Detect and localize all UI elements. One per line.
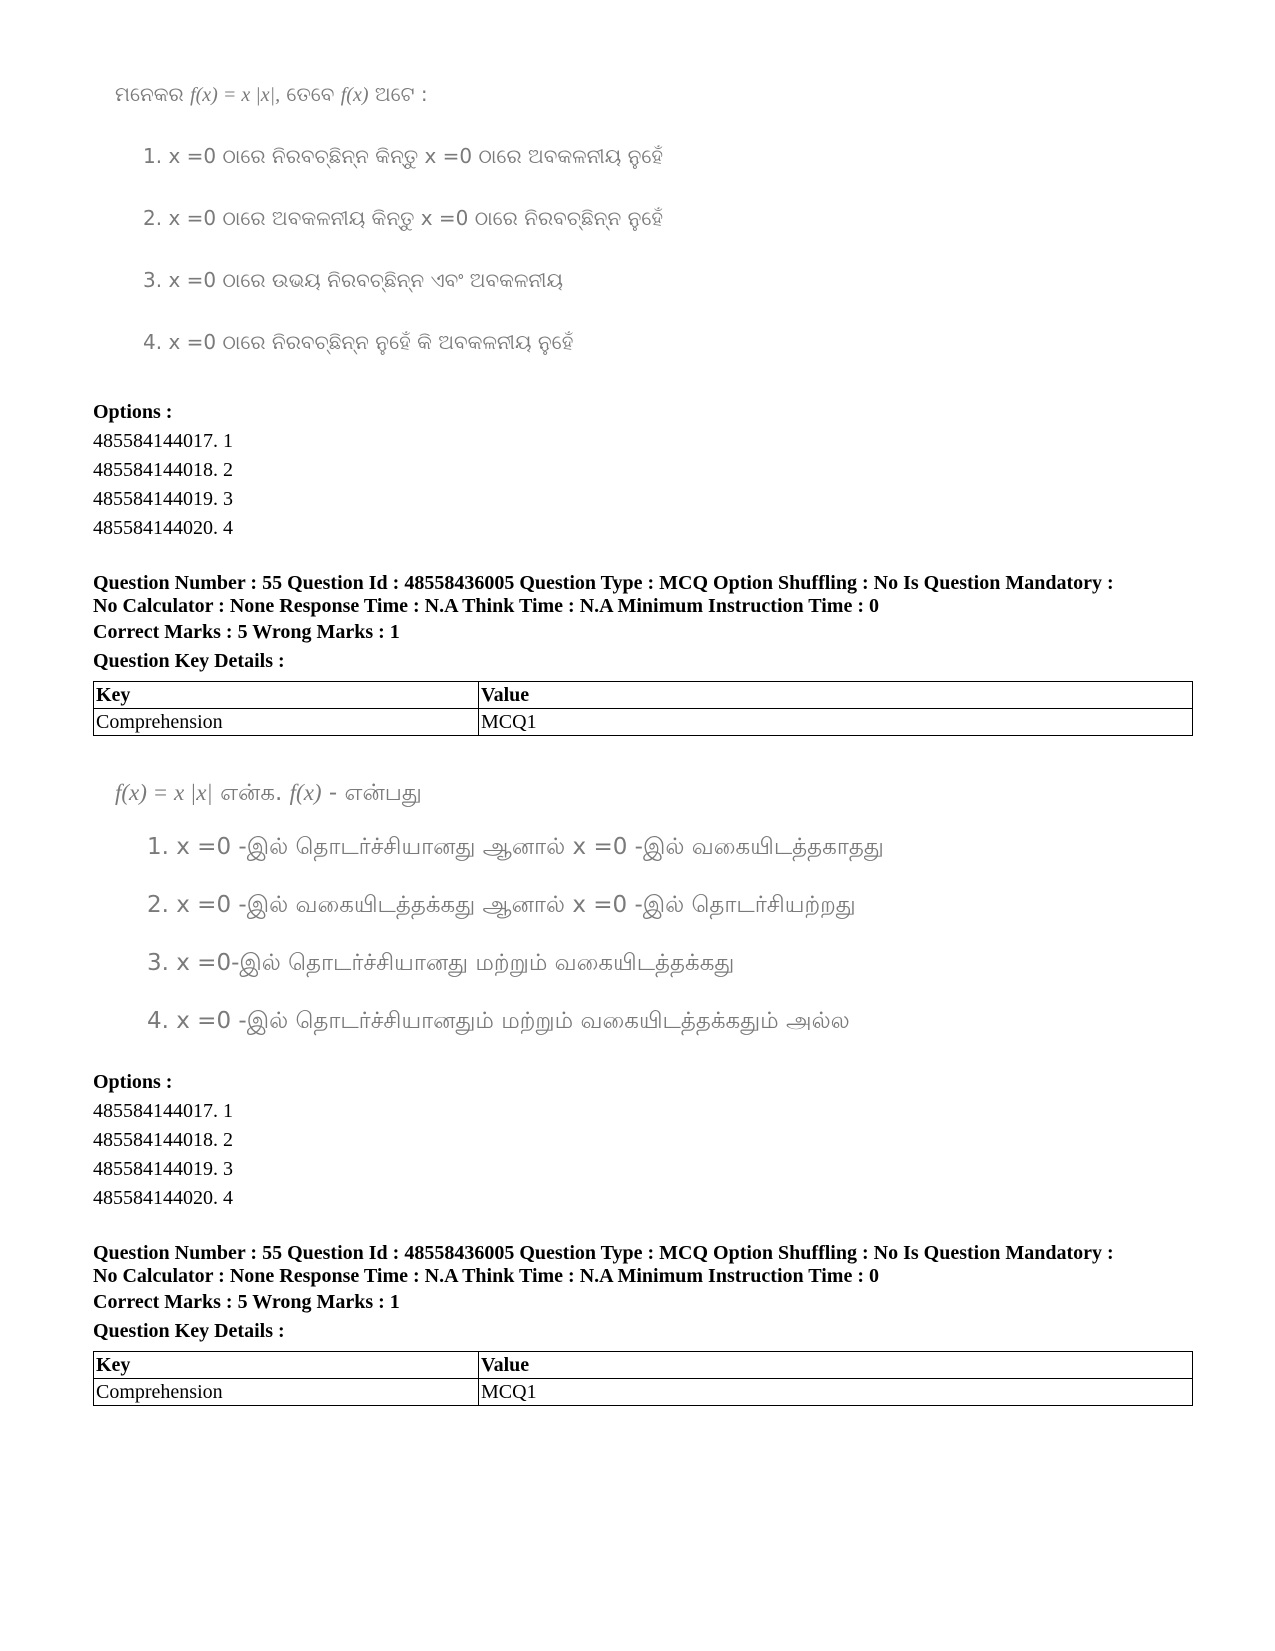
- option-item: 485584144018. 2: [93, 1129, 233, 1151]
- stem-math: f(x) = x |x|,: [190, 84, 281, 106]
- stem-f: f(x): [340, 84, 369, 106]
- stem-f: f(x): [289, 780, 322, 805]
- tamil-item-4: 4. x =0 -இல் தொடர்ச்சியானதும் மற்றும் வகையிடத்தக்கதும் அல்ல: [147, 1008, 850, 1034]
- table-header-row: [94, 1352, 1193, 1379]
- table-header-key: Key: [94, 682, 479, 709]
- odia-item-2: 2. x =0 ଠାରେ ଅବକଳନୀୟ କିନ୍ତୁ x =0 ଠାରେ ନିରବଚ୍ଛିନ୍ନ ନୁହେଁ: [143, 206, 664, 230]
- option-item: 485584144019. 3: [93, 1158, 233, 1180]
- odia-question-stem: [115, 82, 428, 107]
- tamil-item-2: 2. x =0 -இல் வகையிடத்தக்கது ஆனால் x =0 -இல் தொடர்சியற்றது: [147, 892, 856, 918]
- options-block-2: [93, 1068, 1193, 1213]
- table-cell-value: MCQ1: [479, 709, 1193, 736]
- tamil-item-1: 1. x =0 -இல் தொடர்ச்சியானது ஆனால் x =0 -இல் வகையிடத்தகாதது: [147, 834, 884, 860]
- table-header-key: Key: [94, 1352, 479, 1379]
- odia-question-image: [115, 82, 664, 382]
- options-heading: Options :: [93, 1071, 173, 1093]
- table-header-value: Value: [479, 1352, 1193, 1379]
- option-item: 485584144017. 1: [93, 430, 233, 452]
- table-cell-key: Comprehension: [94, 1379, 479, 1406]
- stem-math: f(x) = x |x|: [115, 780, 213, 805]
- table-header-value: Value: [479, 682, 1193, 709]
- option-item: 485584144018. 2: [93, 459, 233, 481]
- tamil-item-3: 3. x =0-இல் தொடர்ச்சியானது மற்றும் வகையிடத்தக்கது: [147, 950, 735, 976]
- question-meta-2: [93, 1242, 1193, 1346]
- option-item: 485584144017. 1: [93, 1100, 233, 1122]
- table-row: [94, 709, 1193, 736]
- stem-mid: ତେବେ: [286, 82, 335, 106]
- key-details-heading: Question Key Details :: [93, 650, 285, 672]
- question-meta-line1: Question Number : 55 Question Id : 48558436005 Question Type : MCQ Option Shuffling : No Is Question Mandatory :: [93, 1242, 1114, 1264]
- table-cell-value: MCQ1: [479, 1379, 1193, 1406]
- marks-line: Correct Marks : 5 Wrong Marks : 1: [93, 1291, 400, 1313]
- key-details-heading: Question Key Details :: [93, 1320, 285, 1342]
- odia-item-1: 1. x =0 ଠାରେ ନିରବଚ୍ଛିନ୍ନ କିନ୍ତୁ x =0 ଠାରେ ଅବକଳନୀୟ ନୁହେଁ: [143, 144, 664, 168]
- tamil-question-stem: [115, 780, 422, 809]
- odia-item-4: 4. x =0 ଠାରେ ନିରବଚ୍ଛିନ୍ନ ନୁହେଁ କି ଅବକଳନୀୟ ନୁହେଁ: [143, 330, 574, 354]
- option-item: 485584144020. 4: [93, 517, 233, 539]
- table-row: [94, 1379, 1193, 1406]
- options-block-1: [93, 398, 1193, 543]
- table-header-row: [94, 682, 1193, 709]
- key-details-table-2: [93, 1351, 1193, 1406]
- marks-line: Correct Marks : 5 Wrong Marks : 1: [93, 621, 400, 643]
- options-heading: Options :: [93, 401, 173, 423]
- question-meta-line2: No Calculator : None Response Time : N.A Think Time : N.A Minimum Instruction Time : 0: [93, 595, 879, 617]
- stem-prefix: ମନେକର: [115, 82, 184, 106]
- question-meta-line1: Question Number : 55 Question Id : 48558436005 Question Type : MCQ Option Shuffling : No Is Question Mandatory :: [93, 572, 1114, 594]
- question-meta-line2: No Calculator : None Response Time : N.A Think Time : N.A Minimum Instruction Time : 0: [93, 1265, 879, 1287]
- option-item: 485584144020. 4: [93, 1187, 233, 1209]
- table-cell-key: Comprehension: [94, 709, 479, 736]
- option-item: 485584144019. 3: [93, 488, 233, 510]
- stem-mid: என்க.: [220, 780, 283, 806]
- question-meta-1: [93, 572, 1193, 676]
- odia-item-3: 3. x =0 ଠାରେ ଉଭୟ ନିରବଚ୍ଛିନ୍ନ ଏବଂ ଅବକଳନୀୟ: [143, 268, 564, 292]
- stem-suffix: - என்பது: [328, 780, 422, 806]
- key-details-table-1: [93, 681, 1193, 736]
- tamil-question-image: [115, 780, 1015, 1034]
- stem-suffix: ଅଟେ :: [374, 82, 428, 106]
